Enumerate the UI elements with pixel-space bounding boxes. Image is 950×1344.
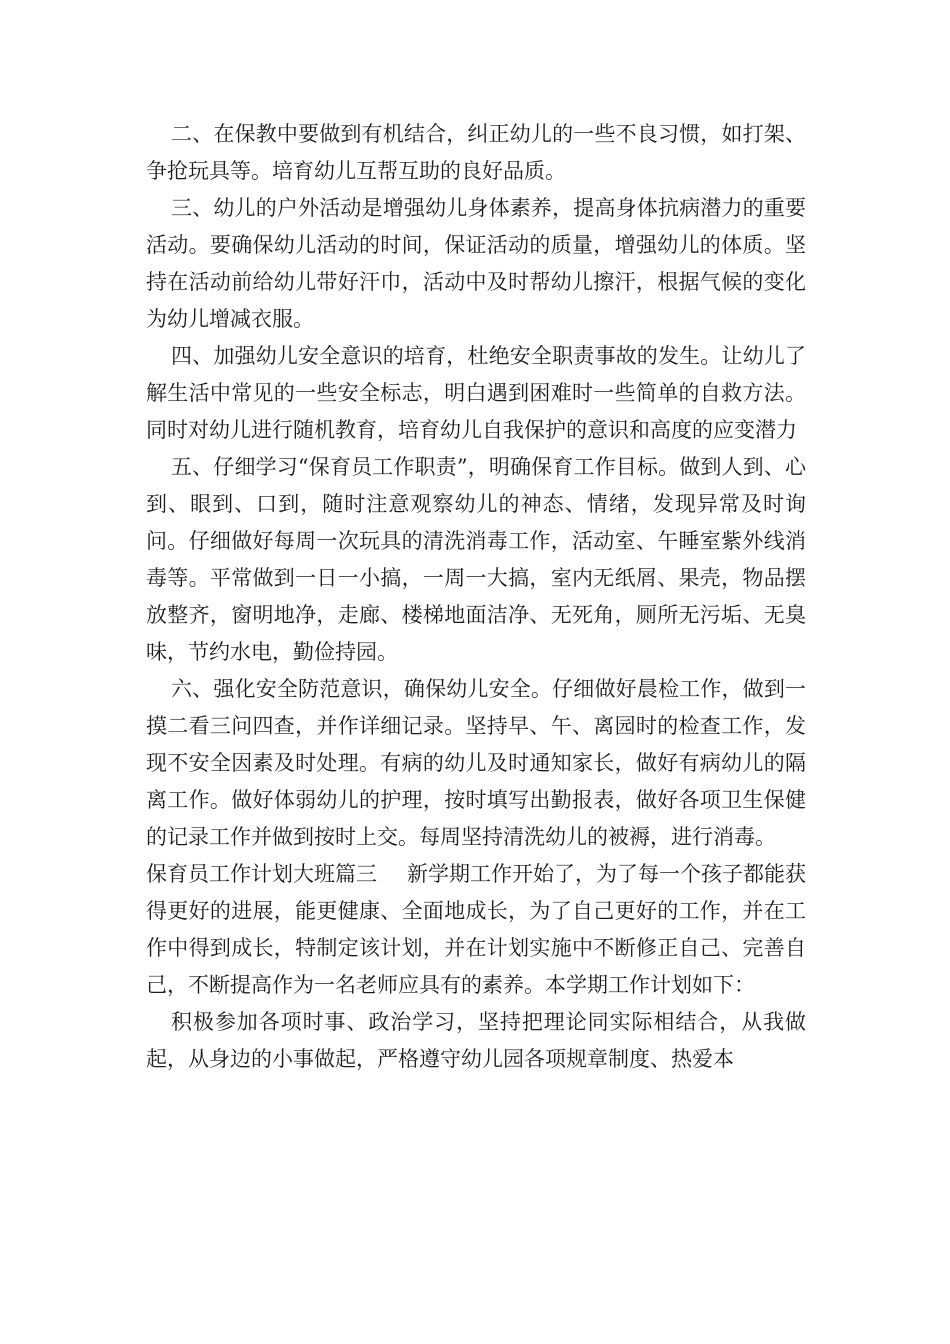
section-heading: 保育员工作计划大班篇三 bbox=[146, 862, 377, 886]
document-page bbox=[146, 116, 806, 1078]
paragraph-2: 二、在保教中要做到有机结合，纠正幼儿的一些不良习惯，如打架、争抢玩具等。培育幼儿互帮互助的良好品质。 bbox=[146, 122, 806, 183]
paragraph-4: 四、加强幼儿安全意识的培育，杜绝安全职责事故的发生。让幼儿了解生活中常见的一些安全标志，明白遇到困难时一些简单的自救方法。同时对幼儿进行随机教育，培育幼儿自我保护的意识和高度的应变潜力 bbox=[146, 344, 806, 442]
paragraph-3: 三、幼儿的户外活动是增强幼儿身体素养，提高身体抗病潜力的重要活动。要确保幼儿活动的时间，保证活动的质量，增强幼儿的体质。坚持在活动前给幼儿带好汗巾，活动中及时帮幼儿擦汗，根据气候的变化为幼儿增减衣服。 bbox=[146, 196, 806, 331]
final-paragraph: 积极参加各项时事、政治学习，坚持把理论同实际相结合，从我做起，从身边的小事做起，严格遵守幼儿园各项规章制度、热爱本 bbox=[146, 1010, 806, 1071]
paragraph-5: 五、仔细学习“保育员工作职责”，明确保育工作目标。做到人到、心到、眼到、口到，随时注意观察幼儿的神态、情绪，发现异常及时询问。仔细做好每周一次玩具的清洗消毒工作，活动室、午睡室紫外线消毒等。平常做到一日一小搞，一周一大搞，室内无纸屑、果壳，物品摆放整齐，窗明地净，走廊、楼梯地面洁净、无死角，厕所无污垢、无臭味，节约水电，勤俭持园。 bbox=[146, 455, 806, 664]
paragraph-6: 六、强化安全防范意识，确保幼儿安全。仔细做好晨检工作，做到一摸二看三问四查，并作详细记录。坚持早、午、离园时的检查工作，发现不安全因素及时处理。有病的幼儿及时通知家长，做好有病幼儿的隔离工作。做好体弱幼儿的护理，按时填写出勤报表，做好各项卫生保健的记录工作并做到按时上交。每周坚持清洗幼儿的被褥，进行消毒。 bbox=[146, 677, 806, 849]
section-paragraph bbox=[146, 856, 806, 1004]
section-intro: 新学期工作开始了，为了每一个孩子都能获得更好的进展，能更健康、全面地成长，为了自己更好的工作，并在工作中得到成长，特制定该计划，并在计划实施中不断修正自己、完善自己，不断提高作为一名老师应具有的素养。本学期工作计划如下： bbox=[146, 862, 806, 997]
